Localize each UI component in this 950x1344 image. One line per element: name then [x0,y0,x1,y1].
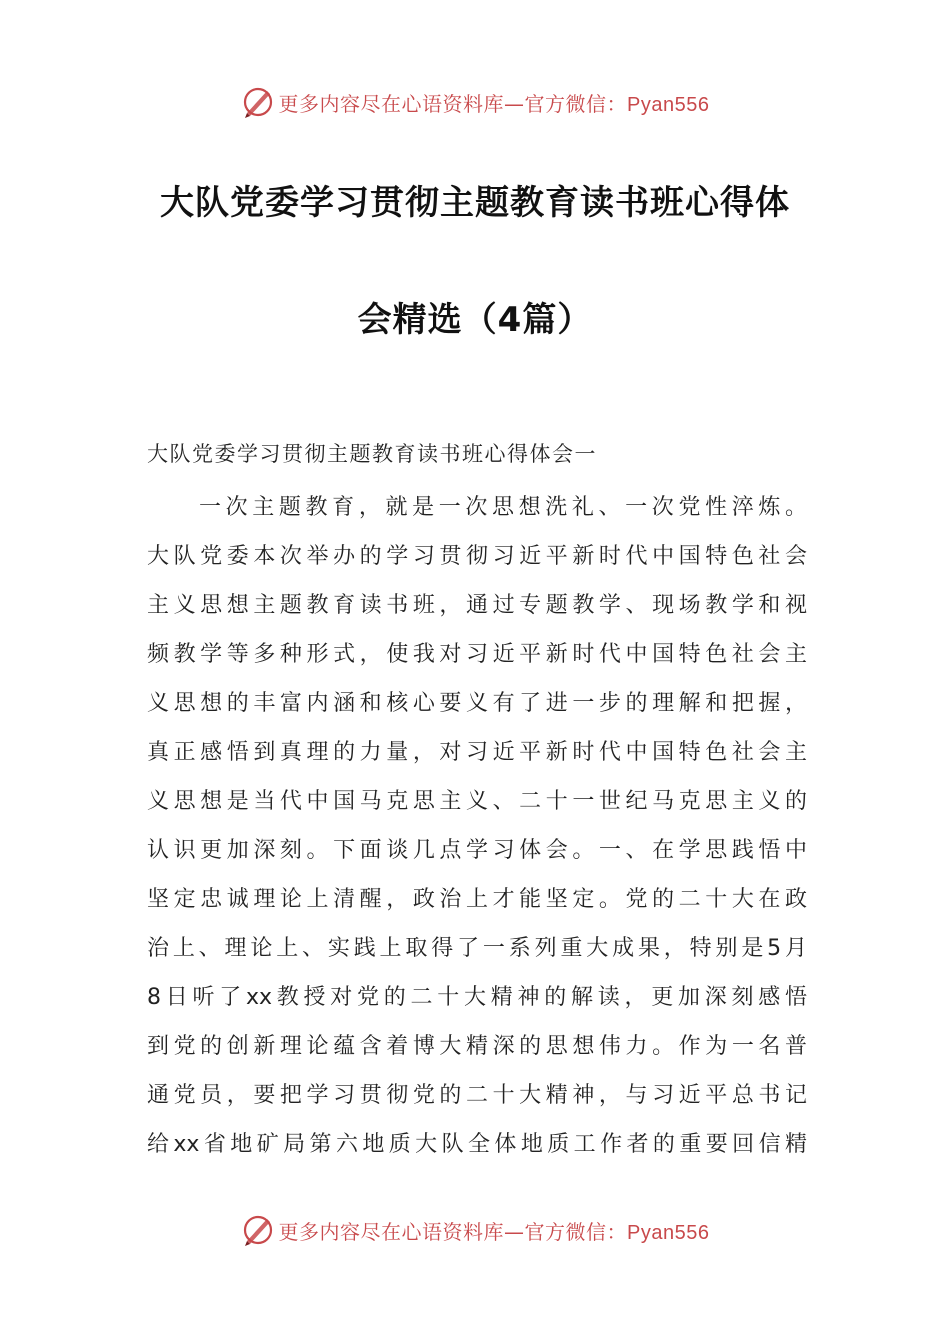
body-line: 8日听了xx教授对党的二十大精神的解读，更加深刻感悟 [147,985,807,1010]
header-wechat-id: Pyan556 [627,93,710,116]
pen-logo-icon [241,1213,275,1247]
page-title-line-1: 大队党委学习贯彻主题教育读书班心得体 [160,183,790,223]
body-line: 义思想是当代中国马克思主义、二十一世纪马克思主义的 [147,789,807,814]
body-line: 给xx省地矿局第六地质大队全体地质工作者的重要回信精 [147,1132,807,1157]
body-line: 认识更加深刻。下面谈几点学习体会。一、在学思践悟中 [147,838,807,863]
footer-banner [0,1210,950,1250]
header-banner [0,82,950,122]
body-line: 通党员，要把学习贯彻党的二十大精神，与习近平总书记 [147,1083,807,1108]
body-line: 真正感悟到真理的力量，对习近平新时代中国特色社会主 [147,740,807,765]
body-line: 频教学等多种形式，使我对习近平新时代中国特色社会主 [147,642,807,667]
body-line: 义思想的丰富内涵和核心要义有了进一步的理解和把握， [147,691,807,716]
body-line: 大队党委本次举办的学习贯彻习近平新时代中国特色社会 [147,544,807,569]
section-heading: 大队党委学习贯彻主题教育读书班心得体会一 [147,442,597,466]
pen-logo-icon [241,85,275,119]
body-line: 一次主题教育，就是一次思想洗礼、一次党性淬炼。 [199,495,807,520]
page-title-line-2: 会精选（4篇） [357,300,593,340]
body-line: 主义思想主题教育读书班，通过专题教学、现场教学和视 [147,593,807,618]
body-line: 治上、理论上、实践上取得了一系列重大成果，特别是5月 [147,936,807,961]
body-line: 到党的创新理论蕴含着博大精深的思想伟力。作为一名普 [147,1034,807,1059]
header-banner-text: 更多内容尽在心语资料库—官方微信：Pyan556 [278,91,710,116]
footer-banner-text: 更多内容尽在心语资料库—官方微信：Pyan556 [278,1219,710,1244]
body-line: 坚定忠诚理论上清醒，政治上才能坚定。党的二十大在政 [147,887,807,912]
footer-wechat-id: Pyan556 [627,1221,710,1244]
